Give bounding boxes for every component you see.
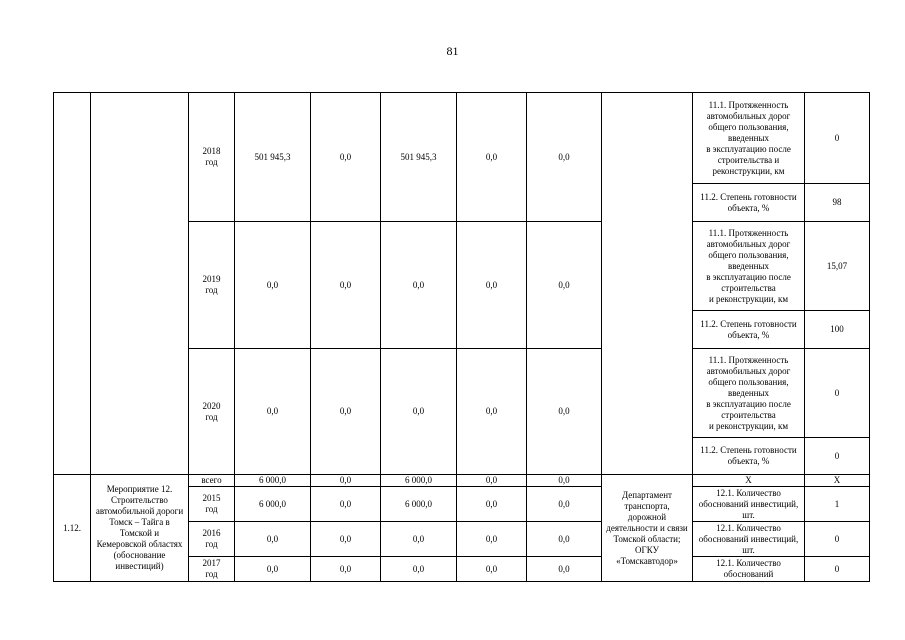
indicator-cell: 12.1. Количество обоснований <box>693 557 805 582</box>
indicator-cell: 12.1. Количество обоснований инвестиций, шт. <box>693 522 805 557</box>
total-cell: 0,0 <box>235 222 311 349</box>
other-cell: 0,0 <box>527 487 602 522</box>
indicator-cell: 11.1. Протяженность автомобильных дорог общего пользования, введенных в эксплуатацию после строительства и реконструкции, км <box>693 93 805 184</box>
other-cell: 0,0 <box>527 475 602 487</box>
indicator-value-cell: X <box>805 475 870 487</box>
indicator-value-cell: 0 <box>805 557 870 582</box>
program-table <box>53 92 870 582</box>
empty-executor-cell <box>602 93 693 475</box>
federal-cell: 0,0 <box>311 557 381 582</box>
empty-number-cell <box>54 93 91 475</box>
local-cell: 0,0 <box>457 93 527 222</box>
regional-cell: 0,0 <box>381 522 457 557</box>
table-body <box>54 93 870 582</box>
total-cell: 0,0 <box>235 557 311 582</box>
total-cell: 501 945,3 <box>235 93 311 222</box>
local-cell: 0,0 <box>457 487 527 522</box>
other-cell: 0,0 <box>527 557 602 582</box>
local-cell: 0,0 <box>457 522 527 557</box>
regional-cell: 0,0 <box>381 222 457 349</box>
indicator-value-cell: 1 <box>805 487 870 522</box>
indicator-value-cell: 98 <box>805 184 870 222</box>
total-cell: 6 000,0 <box>235 475 311 487</box>
year-cell: 2017 год <box>189 557 235 582</box>
indicator-value-cell: 0 <box>805 438 870 475</box>
local-cell: 0,0 <box>457 222 527 349</box>
regional-cell: 501 945,3 <box>381 93 457 222</box>
year-cell: 2019 год <box>189 222 235 349</box>
federal-cell: 0,0 <box>311 349 381 475</box>
empty-name-cell <box>91 93 189 475</box>
year-cell: 2015 год <box>189 487 235 522</box>
local-cell: 0,0 <box>457 475 527 487</box>
federal-cell: 0,0 <box>311 475 381 487</box>
regional-cell: 0,0 <box>381 349 457 475</box>
federal-cell: 0,0 <box>311 222 381 349</box>
regional-cell: 6 000,0 <box>381 475 457 487</box>
indicator-value-cell: 0 <box>805 522 870 557</box>
federal-cell: 0,0 <box>311 93 381 222</box>
indicator-value-cell: 0 <box>805 93 870 184</box>
other-cell: 0,0 <box>527 222 602 349</box>
other-cell: 0,0 <box>527 522 602 557</box>
year-cell: 2016 год <box>189 522 235 557</box>
indicator-cell: 11.2. Степень готовности объекта, % <box>693 438 805 475</box>
local-cell: 0,0 <box>457 349 527 475</box>
indicator-cell: 11.2. Степень готовности объекта, % <box>693 311 805 349</box>
table-row <box>54 93 870 184</box>
indicator-cell: 12.1. Количество обоснований инвестиций, шт. <box>693 487 805 522</box>
year-cell: 2020 год <box>189 349 235 475</box>
regional-cell: 6 000,0 <box>381 487 457 522</box>
indicator-cell: X <box>693 475 805 487</box>
measure-name-cell: Мероприятие 12. Строительство автомобильной дороги Томск – Тайга в Томской и Кемеровской областях (обоснование инвестиций) <box>91 475 189 582</box>
measure-number-cell: 1.12. <box>54 475 91 582</box>
year-cell: 2018 год <box>189 93 235 222</box>
executor-cell: Департамент транспорта, дорожной деятельности и связи Томской области; ОГКУ «Томскавтодор» <box>602 475 693 582</box>
regional-cell: 0,0 <box>381 557 457 582</box>
indicator-cell: 11.2. Степень готовности объекта, % <box>693 184 805 222</box>
indicator-value-cell: 15,07 <box>805 222 870 311</box>
federal-cell: 0,0 <box>311 487 381 522</box>
total-cell: 6 000,0 <box>235 487 311 522</box>
total-cell: 0,0 <box>235 349 311 475</box>
year-cell: всего <box>189 475 235 487</box>
table-row <box>54 475 870 487</box>
federal-cell: 0,0 <box>311 522 381 557</box>
other-cell: 0,0 <box>527 93 602 222</box>
page-number: 81 <box>446 44 459 58</box>
indicator-cell: 11.1. Протяженность автомобильных дорог общего пользования, введенных в эксплуатацию после строительства и реконструкции, км <box>693 222 805 311</box>
indicator-cell: 11.1. Протяженность автомобильных дорог общего пользования, введенных в эксплуатацию после строительства и реконструкции, км <box>693 349 805 438</box>
indicator-value-cell: 100 <box>805 311 870 349</box>
local-cell: 0,0 <box>457 557 527 582</box>
total-cell: 0,0 <box>235 522 311 557</box>
other-cell: 0,0 <box>527 349 602 475</box>
indicator-value-cell: 0 <box>805 349 870 438</box>
